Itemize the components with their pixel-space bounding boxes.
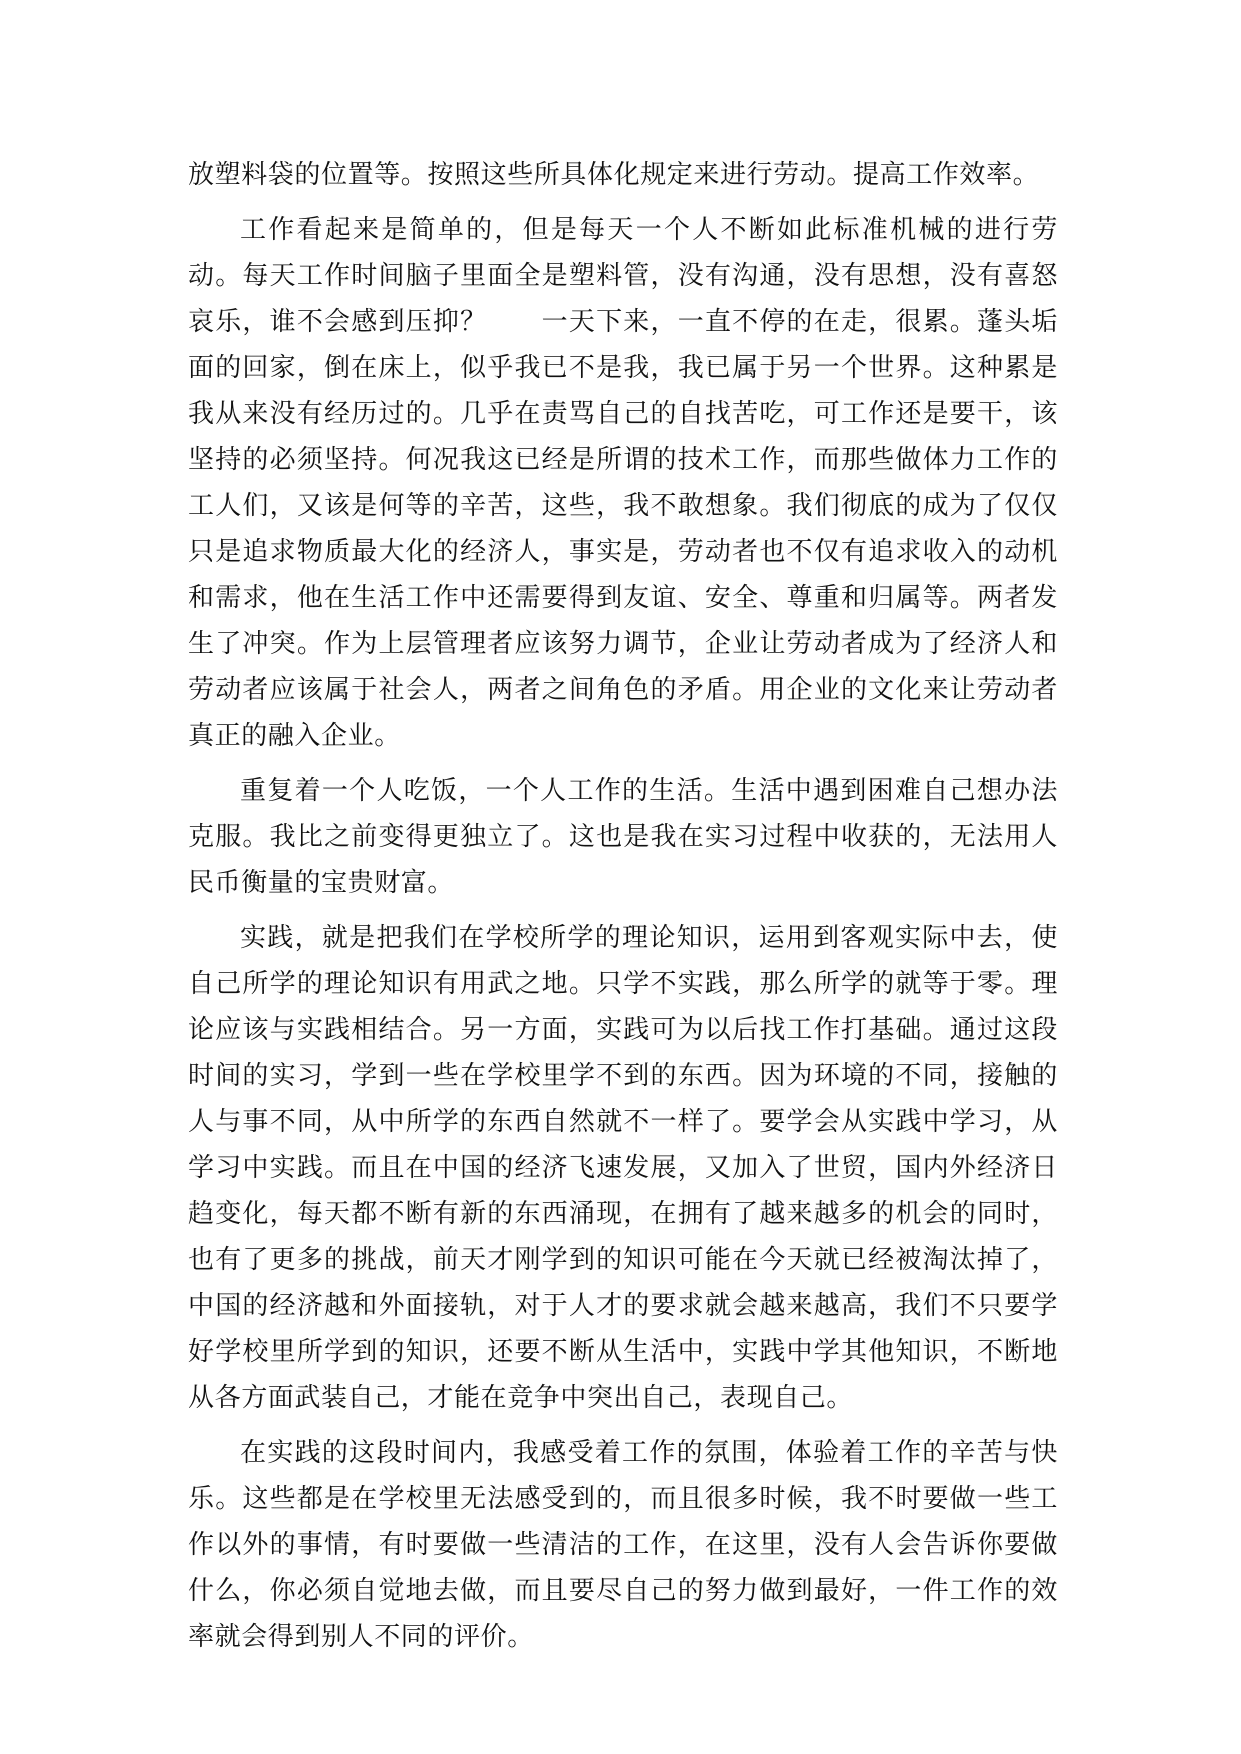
paragraph-work-pressure: 工作看起来是简单的，但是每天一个人不断如此标准机械的进行劳动。每天工作时间脑子里面全是塑料管，没有沟通，没有思想，没有喜怒哀乐，谁不会感到压抑？ 一天下来，一直不停的在走，很累。蓬头垢面的回家，倒在床上，似乎我已不是我，我已属于另一个世界。这种累是我从来没有经历过的。几乎在责骂自己的自找苦吃，可工作还是要干，该坚持的必须坚持。何况我这已经是所谓的技术工作，而那些做体力工作的工人们，又该是何等的辛苦，这些，我不敢想象。我们彻底的成为了仅仅只是追求物质最大化的经济人，事实是，劳动者也不仅有追求收入的动机和需求，他在生活工作中还需要得到友谊、安全、尊重和归属等。两者发生了冲突。作为上层管理者应该努力调节，企业让劳动者成为了经济人和劳动者应该属于社会人，两者之间角色的矛盾。用企业的文化来让劳动者真正的融入企业。 bbox=[188, 215, 1058, 751]
paragraph-continued: 放塑料袋的位置等。按照这些所具体化规定来进行劳动。提高工作效率。 bbox=[188, 160, 1040, 190]
paragraph-work-atmosphere: 在实践的这段时间内，我感受着工作的氛围，体验着工作的辛苦与快乐。这些都是在学校里无法感受到的，而且很多时候，我不时要做一些工作以外的事情，有时要做一些清洁的工作，在这里，没有人会告诉你要做什么，你必须自觉地去做，而且要尽自己的努力做到最好，一件工作的效率就会得到别人不同的评价。 bbox=[188, 1438, 1058, 1652]
paragraph-practice: 实践，就是把我们在学校所学的理论知识，运用到客观实际中去，使自己所学的理论知识有用武之地。只学不实践，那么所学的就等于零。理论应该与实践相结合。另一方面，实践可为以后找工作打基础。通过这段时间的实习，学到一些在学校里学不到的东西。因为环境的不同，接触的人与事不同，从中所学的东西自然就不一样了。要学会从实践中学习，从学习中实践。而且在中国的经济飞速发展，又加入了世贸，国内外经济日趋变化，每天都不断有新的东西涌现，在拥有了越来越多的机会的同时，也有了更多的挑战，前天才刚学到的知识可能在今天就已经被淘汰掉了，中国的经济越和外面接轨，对于人才的要求就会越来越高，我们不只要学好学校里所学到的知识，还要不断从生活中，实践中学其他知识，不断地从各方面武装自己，才能在竞争中突出自己，表现自己。 bbox=[188, 923, 1058, 1413]
paragraph-independence: 重复着一个人吃饭，一个人工作的生活。生活中遇到困难自己想办法克服。我比之前变得更独立了。这也是我在实习过程中收获的，无法用人民币衡量的宝贵财富。 bbox=[188, 776, 1058, 898]
document-body bbox=[188, 152, 1058, 1669]
